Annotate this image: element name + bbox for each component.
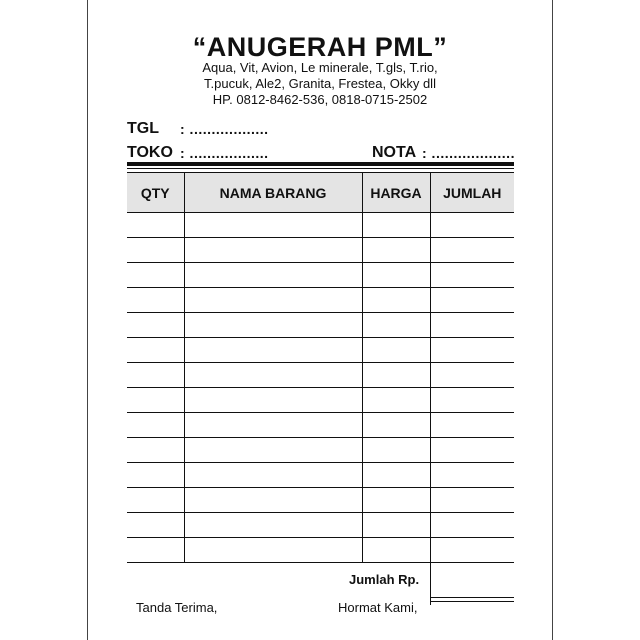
qty-cell[interactable]	[127, 388, 184, 413]
qty-cell[interactable]	[127, 238, 184, 263]
phone-line: HP. 0812-8462-536, 0818-0715-2502	[212, 92, 428, 107]
table-row	[127, 438, 514, 463]
column-header-qty: QTY	[127, 173, 184, 213]
jumlah-cell[interactable]	[430, 263, 514, 288]
items-body	[127, 213, 514, 563]
nama-barang-cell[interactable]	[184, 338, 362, 363]
harga-cell[interactable]	[362, 288, 430, 313]
qty-cell[interactable]	[127, 463, 184, 488]
jumlah-cell[interactable]	[430, 388, 514, 413]
qty-cell[interactable]	[127, 288, 184, 313]
qty-cell[interactable]	[127, 538, 184, 563]
table-row	[127, 388, 514, 413]
harga-cell[interactable]	[362, 238, 430, 263]
jumlah-cell[interactable]	[430, 238, 514, 263]
nota-label: NOTA	[372, 144, 417, 161]
harga-cell[interactable]	[362, 438, 430, 463]
toko-field[interactable]: : ..................	[180, 145, 269, 161]
nama-barang-cell[interactable]	[184, 438, 362, 463]
total-underline-2	[430, 601, 514, 602]
harga-cell[interactable]	[362, 363, 430, 388]
nama-barang-cell[interactable]	[184, 263, 362, 288]
table-row	[127, 238, 514, 263]
jumlah-cell[interactable]	[430, 413, 514, 438]
qty-cell[interactable]	[127, 313, 184, 338]
tgl-label: TGL	[127, 120, 159, 137]
harga-cell[interactable]	[362, 338, 430, 363]
harga-cell[interactable]	[362, 313, 430, 338]
harga-cell[interactable]	[362, 263, 430, 288]
nama-barang-cell[interactable]	[184, 413, 362, 438]
nama-barang-cell[interactable]	[184, 488, 362, 513]
table-row	[127, 463, 514, 488]
qty-cell[interactable]	[127, 213, 184, 238]
table-row	[127, 538, 514, 563]
nama-barang-cell[interactable]	[184, 513, 362, 538]
toko-label: TOKO	[127, 144, 173, 161]
column-header-jumlah: JUMLAH	[430, 173, 514, 213]
nama-barang-cell[interactable]	[184, 388, 362, 413]
header-divider-thick	[127, 162, 514, 166]
qty-cell[interactable]	[127, 438, 184, 463]
column-header-nama-barang: NAMA BARANG	[184, 173, 362, 213]
invoice-form	[87, 0, 553, 640]
nama-barang-cell[interactable]	[184, 313, 362, 338]
nama-barang-cell[interactable]	[184, 288, 362, 313]
column-header-harga: HARGA	[362, 173, 430, 213]
nama-barang-cell[interactable]	[184, 238, 362, 263]
table-row	[127, 213, 514, 238]
qty-cell[interactable]	[127, 488, 184, 513]
total-underline-1	[430, 597, 514, 598]
jumlah-cell[interactable]	[430, 213, 514, 238]
jumlah-cell[interactable]	[430, 538, 514, 563]
harga-cell[interactable]	[362, 388, 430, 413]
harga-cell[interactable]	[362, 463, 430, 488]
table-row	[127, 288, 514, 313]
table-row	[127, 413, 514, 438]
harga-cell[interactable]	[362, 413, 430, 438]
qty-cell[interactable]	[127, 513, 184, 538]
nama-barang-cell[interactable]	[184, 463, 362, 488]
nama-barang-cell[interactable]	[184, 363, 362, 388]
jumlah-cell[interactable]	[430, 513, 514, 538]
total-box-left-border	[430, 563, 431, 605]
table-row	[127, 488, 514, 513]
harga-cell[interactable]	[362, 213, 430, 238]
jumlah-cell[interactable]	[430, 463, 514, 488]
total-label: Jumlah Rp.	[349, 572, 420, 587]
table-row	[127, 363, 514, 388]
jumlah-cell[interactable]	[430, 313, 514, 338]
qty-cell[interactable]	[127, 263, 184, 288]
table-row	[127, 338, 514, 363]
nama-barang-cell[interactable]	[184, 213, 362, 238]
harga-cell[interactable]	[362, 513, 430, 538]
jumlah-cell[interactable]	[430, 288, 514, 313]
tgl-field[interactable]: : ..................	[180, 121, 269, 137]
nama-barang-cell[interactable]	[184, 538, 362, 563]
qty-cell[interactable]	[127, 413, 184, 438]
table-row	[127, 263, 514, 288]
header-divider-thin	[127, 168, 514, 169]
qty-cell[interactable]	[127, 338, 184, 363]
received-label: Tanda Terima,	[136, 600, 218, 615]
company-title: “ANUGERAH PML”	[192, 32, 448, 62]
qty-cell[interactable]	[127, 363, 184, 388]
jumlah-cell[interactable]	[430, 338, 514, 363]
nota-field[interactable]: : ...................	[422, 145, 515, 161]
harga-cell[interactable]	[362, 488, 430, 513]
regards-label: Hormat Kami,	[338, 600, 418, 615]
products-line-1: Aqua, Vit, Avion, Le minerale, T.gls, T.rio,	[202, 60, 438, 75]
items-table	[127, 172, 514, 563]
harga-cell[interactable]	[362, 538, 430, 563]
table-row	[127, 313, 514, 338]
table-header-row	[127, 173, 514, 213]
jumlah-cell[interactable]	[430, 488, 514, 513]
table-row	[127, 513, 514, 538]
jumlah-cell[interactable]	[430, 363, 514, 388]
jumlah-cell[interactable]	[430, 438, 514, 463]
products-line-2: T.pucuk, Ale2, Granita, Frestea, Okky dll	[204, 76, 436, 91]
